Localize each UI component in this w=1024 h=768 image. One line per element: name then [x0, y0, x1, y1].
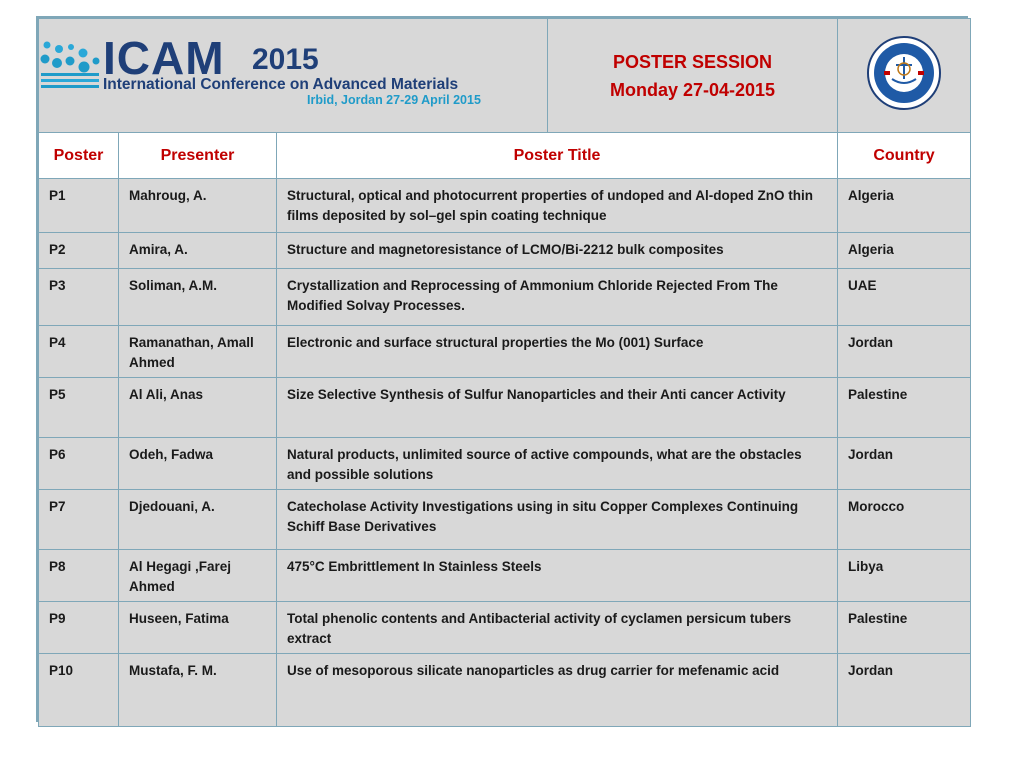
cell-presenter: Djedouani‚ A. — [119, 490, 277, 550]
cell-presenter: Huseen, Fatima — [119, 602, 277, 654]
table-row — [39, 602, 971, 654]
col-presenter: Presenter — [119, 133, 277, 179]
university-seal — [838, 19, 971, 133]
col-title: Poster Title — [277, 133, 838, 179]
session-info — [548, 19, 838, 133]
cell-presenter: Al Hegagi ,Farej Ahmed — [119, 550, 277, 602]
cell-presenter: Amira, A. — [119, 233, 277, 269]
cell-country: Libya — [838, 550, 971, 602]
logo-subtitle: International Conference on Advanced Materials — [103, 76, 459, 93]
cell-poster-title: 475°C Embrittlement In Stainless Steels — [277, 550, 838, 602]
cell-poster-id: P10 — [39, 654, 119, 727]
table-row — [39, 378, 971, 438]
cell-poster-title: Use of mesoporous silicate nanoparticles as drug carrier for mefenamic acid — [277, 654, 838, 727]
cell-poster-title: Natural products, unlimited source of active compounds, what are the obstacles and possible solutions — [277, 438, 838, 490]
logo-year: 2015 — [252, 43, 319, 76]
cell-poster-id: P8 — [39, 550, 119, 602]
session-date: Monday 27-04-2015 — [609, 79, 776, 100]
cell-presenter: Al Ali, Anas — [119, 378, 277, 438]
cell-poster-id: P2 — [39, 233, 119, 269]
cell-poster-title: Size Selective Synthesis of Sulfur Nanoparticles and their Anti cancer Activity — [277, 378, 838, 438]
column-header-row — [39, 133, 971, 179]
cell-country: Algeria — [838, 179, 971, 233]
table-row — [39, 438, 971, 490]
cell-poster-id: P7 — [39, 490, 119, 550]
col-poster: Poster — [39, 133, 119, 179]
table-row — [39, 179, 971, 233]
cell-country: Morocco — [838, 490, 971, 550]
cell-country: Palestine — [838, 378, 971, 438]
logo-location: Irbid, Jordan 27-29 April 2015 — [307, 93, 481, 107]
session-title: POSTER SESSION — [612, 51, 773, 72]
cell-country: Jordan — [838, 326, 971, 378]
poster-session-table — [36, 16, 968, 722]
cell-poster-title: Structure and magnetoresistance of LCMO/Bi-2212 bulk composites — [277, 233, 838, 269]
cell-poster-title: Crystallization and Reprocessing of Ammonium Chloride Rejected From The Modified Solvay Processes. — [277, 269, 838, 326]
droplets-icon — [39, 39, 101, 95]
cell-poster-id: P1 — [39, 179, 119, 233]
cell-country: Algeria — [838, 233, 971, 269]
cell-presenter: Mahroug‚ A. — [119, 179, 277, 233]
col-country: Country — [838, 133, 971, 179]
cell-poster-id: P9 — [39, 602, 119, 654]
cell-poster-id: P5 — [39, 378, 119, 438]
cell-poster-title: Electronic and surface structural properties the Mo (001) Surface — [277, 326, 838, 378]
table-row — [39, 490, 971, 550]
cell-poster-title: Structural, optical and photocurrent properties of undoped and Al-doped ZnO thin films deposited by sol–gel spin coating technique — [277, 179, 838, 233]
schedule-table — [38, 18, 971, 727]
cell-presenter: Odeh, Fadwa — [119, 438, 277, 490]
cell-poster-id: P4 — [39, 326, 119, 378]
cell-poster-title: Total phenolic contents and Antibacterial activity of cyclamen persicum tubers extract — [277, 602, 838, 654]
header-row — [39, 19, 971, 133]
cell-presenter: Ramanathan, Amall Ahmed — [119, 326, 277, 378]
conference-logo — [39, 19, 548, 133]
table-row — [39, 654, 971, 727]
cell-country: Jordan — [838, 438, 971, 490]
table-row — [39, 326, 971, 378]
cell-poster-id: P3 — [39, 269, 119, 326]
cell-country: Palestine — [838, 602, 971, 654]
university-seal-icon — [866, 35, 942, 111]
cell-country: Jordan — [838, 654, 971, 727]
cell-poster-id: P6 — [39, 438, 119, 490]
table-row — [39, 550, 971, 602]
cell-presenter: Mustafa, F. M. — [119, 654, 277, 727]
cell-country: UAE — [838, 269, 971, 326]
logo-main: ICAM — [103, 32, 225, 84]
table-row — [39, 269, 971, 326]
cell-presenter: Soliman, A.M. — [119, 269, 277, 326]
cell-poster-title: Catecholase Activity Investigations using in situ Copper Complexes Continuing Schiff Base Derivatives — [277, 490, 838, 550]
table-row — [39, 233, 971, 269]
